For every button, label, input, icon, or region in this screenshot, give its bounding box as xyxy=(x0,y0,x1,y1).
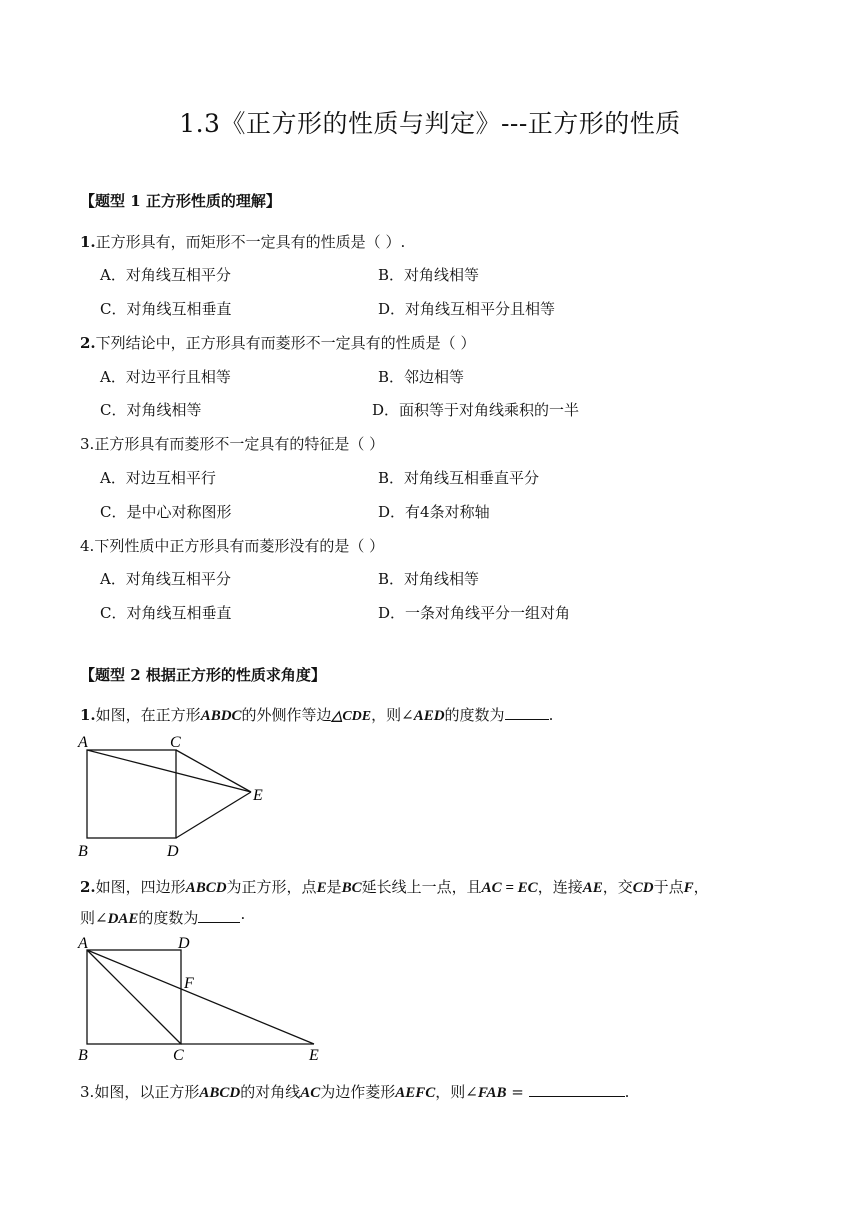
question-text: 的对角线 xyxy=(240,1083,301,1101)
question-text: 是 xyxy=(326,878,342,896)
question-number: 4. xyxy=(80,537,95,555)
question-text: 于点 xyxy=(653,878,684,896)
question-2-1: 1.如图，在正方形ABDC的外侧作等边△CDE，则∠AED的度数为 . xyxy=(80,706,554,724)
shape-name: ABDC xyxy=(200,708,242,724)
page-title: 1.3《正方形的性质与判定》---正方形的性质 xyxy=(179,109,681,138)
question-number: 3. xyxy=(80,435,95,453)
question-text: 为正方形，点 xyxy=(226,878,317,896)
equation: AC = EC xyxy=(481,880,538,896)
angle-name: DAE xyxy=(107,911,139,927)
point-label-c: C xyxy=(173,1047,184,1064)
option-a: A．对角线互相平分 xyxy=(100,266,231,284)
point-label-f: F xyxy=(184,975,194,992)
point-name: F xyxy=(683,880,694,896)
section-heading-type1: 【题型 1 正方形性质的理解】 xyxy=(80,192,281,210)
question-text: 延长线上一点，且 xyxy=(361,878,482,896)
option-c: C．是中心对称图形 xyxy=(100,503,232,521)
question-1-1 xyxy=(80,231,405,252)
option-c: C．对角线互相垂直 xyxy=(100,604,232,622)
segment-name: AC xyxy=(300,1085,321,1101)
point-label-d: D xyxy=(167,843,179,860)
answer-blank[interactable] xyxy=(529,1082,625,1097)
question-2-2-line2: 则∠DAE的度数为 · xyxy=(80,909,246,927)
question-2-2 xyxy=(80,876,709,897)
answer-blank[interactable] xyxy=(198,908,240,923)
segment-name: CD xyxy=(632,880,654,896)
option-d: D．有4条对称轴 xyxy=(378,503,490,521)
question-text: 如图，以正方形 xyxy=(94,1083,200,1101)
question-text: 则∠ xyxy=(80,909,108,927)
equals-sign: = xyxy=(506,1083,529,1101)
option-c: C．对角线相等 xyxy=(100,401,202,419)
point-label-c: C xyxy=(170,734,181,751)
option-d: D．面积等于对角线乘积的一半 xyxy=(372,401,580,419)
question-text: ，连接 xyxy=(537,878,583,896)
point-name: E xyxy=(316,880,327,896)
point-label-e: E xyxy=(253,787,263,804)
triangle-name: △CDE xyxy=(331,709,372,724)
question-text: 下列结论中，正方形具有而菱形不一定具有的性质是（ ） xyxy=(95,334,476,352)
option-d: D．一条对角线平分一组对角 xyxy=(378,604,571,622)
option-c: C．对角线互相垂直 xyxy=(100,300,232,318)
point-label-a: A xyxy=(78,734,88,751)
question-number: 3. xyxy=(80,1083,95,1101)
option-b: B．对角线互相垂直平分 xyxy=(378,469,540,487)
shape-name: AEFC xyxy=(395,1085,436,1101)
option-b: B．对角线相等 xyxy=(378,570,480,588)
question-text: ，则∠ xyxy=(435,1083,478,1101)
question-text: 的外侧作等边 xyxy=(241,706,332,724)
segment-name: AE xyxy=(582,880,603,896)
question-text: 的度数为 xyxy=(138,909,199,927)
option-a: A．对边互相平行 xyxy=(100,469,216,487)
point-label-e: E xyxy=(309,1047,319,1064)
option-b: B．对角线相等 xyxy=(378,266,480,284)
question-1-3 xyxy=(80,433,384,454)
question-number: 2. xyxy=(80,334,96,352)
question-2-3: 3.如图，以正方形ABCD的对角线AC为边作菱形AEFC，则∠FAB = . xyxy=(80,1083,630,1101)
point-label-b: B xyxy=(78,1047,88,1064)
question-text: ， xyxy=(693,878,709,896)
shape-name: ABCD xyxy=(199,1085,241,1101)
shape-name: ABCD xyxy=(185,880,227,896)
option-a: A．对角线互相平分 xyxy=(100,570,231,588)
segment-name: BC xyxy=(341,880,362,896)
question-text: 的度数为 xyxy=(444,706,505,724)
question-1-4 xyxy=(80,535,384,556)
option-d: D．对角线互相平分且相等 xyxy=(378,300,556,318)
answer-blank[interactable] xyxy=(505,705,549,720)
question-number: 1. xyxy=(80,233,96,251)
point-label-d: D xyxy=(178,935,190,952)
option-b: B．邻边相等 xyxy=(378,368,465,386)
figure-square-extension xyxy=(76,930,336,1064)
question-1-2 xyxy=(80,332,475,353)
question-text: 如图，四边形 xyxy=(95,878,186,896)
question-text: 下列性质中正方形具有而菱形没有的是（ ） xyxy=(94,537,385,555)
question-text: ，则∠ xyxy=(371,706,414,724)
figure-square-equilateral-triangle xyxy=(76,728,276,860)
point-label-b: B xyxy=(78,843,88,860)
question-text: 正方形具有而菱形不一定具有的特征是（ ） xyxy=(94,435,385,453)
question-text: ，交 xyxy=(602,878,633,896)
question-text: 为边作菱形 xyxy=(320,1083,396,1101)
option-a: A．对边平行且相等 xyxy=(100,368,231,386)
section-heading-type2: 【题型 2 根据正方形的性质求角度】 xyxy=(80,666,326,684)
question-number: 1. xyxy=(80,706,96,724)
angle-name: FAB xyxy=(477,1085,507,1101)
question-number: 2. xyxy=(80,878,96,896)
angle-name: AED xyxy=(413,708,445,724)
question-text: 如图，在正方形 xyxy=(95,706,201,724)
point-label-a: A xyxy=(78,935,88,952)
question-text: 正方形具有，而矩形不一定具有的性质是（ ）. xyxy=(95,233,406,251)
